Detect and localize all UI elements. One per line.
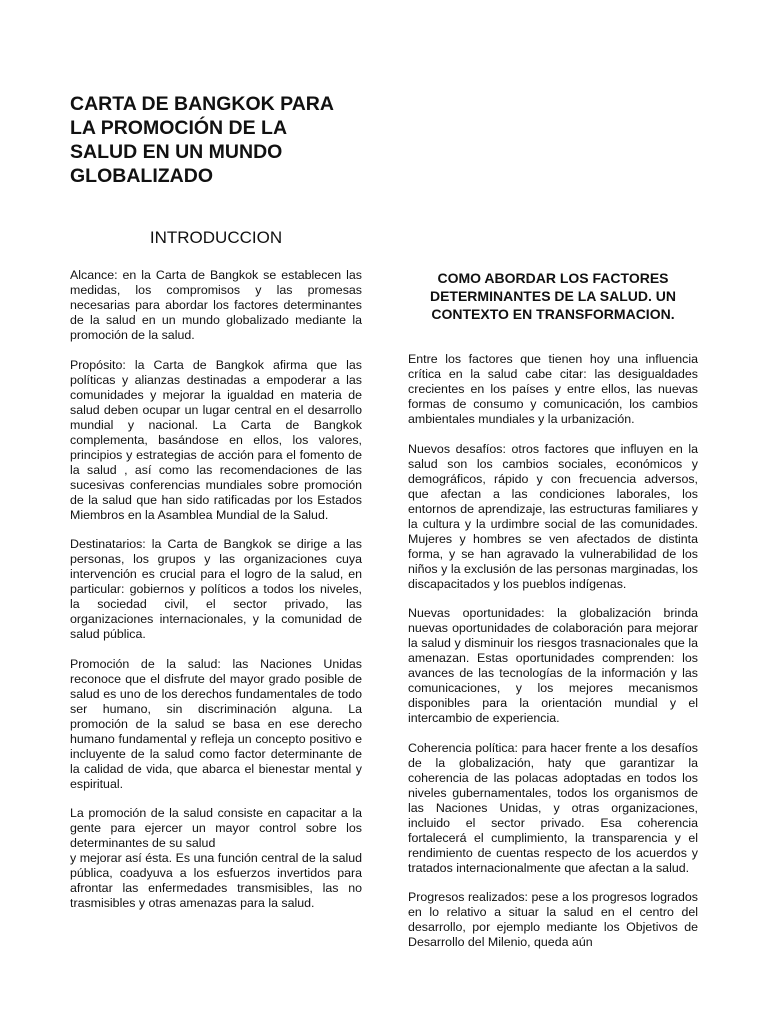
paragraph-destinatarios: Destinatarios: la Carta de Bangkok se dirige a las personas, los grupos y las organizaciones cuya intervención es crucial para el logro de la salud, en particular: gobiernos y políticos a todos los niveles, la sociedad civil, el sector privado, las organizaciones internacionales, y la comunidad de salud pública.	[70, 537, 362, 641]
paragraph-proposito: Propósito: la Carta de Bangkok afirma que las políticas y alianzas destinadas a empoderar a las comunidades y mejorar la igualdad en materia de salud deben ocupar un lugar central en el desarrollo mundial y nacional. La Carta de Bangkok complementa, basándose en ellos, los valores, principios y estrategias de acción para el fomento de la salud , así como las recomendaciones de las sucesivas conferencias mundiales sobre promoción de la salud que han sido ratificadas por los Estados Miembros en la Asamblea Mundial de la Salud.	[70, 357, 362, 522]
paragraph-nuevas-oportunidades: Nuevas oportunidades: la globalización brinda nuevas oportunidades de colaboración para mejorar la salud y disminuir los riesgos trasnacionales que la amenazan. Estas oportunidades comprenden: los avances de las tecnologías de la información y las comunicaciones, y los mejores mecanismos disponibles para la orientación mundial y el intercambio de experiencia.	[408, 606, 698, 725]
section-heading-factores: COMO ABORDAR LOS FACTORES DETERMINANTES DE LA SALUD. UN CONTEXTO EN TRANSFORMACION.	[429, 270, 677, 322]
introduction-heading: INTRODUCCION	[149, 228, 283, 247]
paragraph-coherencia-politica: Coherencia política: para hacer frente a los desafíos de la globalización, haty que garantizar la coherencia de las polacas adoptadas en todos los niveles gubernamentales, todos los organismos de las Naciones Unidas, y otras organizaciones, incluido el sector privado. Esa coherencia fortalecerá el cumplimiento, la transparencia y el rendimiento de cuentas respecto de los acuerdos y tratados internacionalmente que afectan a la salud.	[408, 740, 698, 875]
right-column	[408, 352, 698, 965]
left-column	[70, 268, 362, 926]
paragraph-alcance: Alcance: en la Carta de Bangkok se establecen las medidas, los compromisos y las promesas necesarias para abordar los factores determinantes de la salud en un mundo globalizado mediante la promoción de la salud.	[70, 268, 362, 342]
paragraph-factores: Entre los factores que tienen hoy una influencia crítica en la salud cabe citar: las desigualdades crecientes en los países y entre ellos, las nuevas formas de consumo y comunicación, los cambios ambientales mundiales y la urbanización.	[408, 352, 698, 426]
paragraph-nuevos-desafios: Nuevos desafíos: otros factores que influyen en la salud son los cambios sociales, económicos y demográficos, rápido y con frecuencia adversos, que afectan a las condiciones laborales, los entornos de aprendizaje, las estructuras familiares y la cultura y la urdimbre social de las comunidades. Mujeres y hombres se ven afectados de distinta forma, y se han agravado la vulnerabilidad de los niños y la exclusión de las personas marginadas, los discapacitados y los pueblos indígenas.	[408, 441, 698, 591]
paragraph-promocion: Promoción de la salud: las Naciones Unidas reconoce que el disfrute del mayor grado posible de salud es uno de los derechos fundamentales de todo ser humano, sin discriminación alguna. La promoción de la salud se basa en ese derecho humano fundamental y refleja un concepto positivo e incluyente de la salud como factor determinante de la calidad de vida, que abarca el bienestar mental y espiritual.	[70, 656, 362, 791]
paragraph-capacitar: La promoción de la salud consiste en capacitar a la gente para ejercer un mayor control sobre los determinantes de su salud y mejorar así ésta. Es una función central de la salud pública, coadyuva a los esfuerzos invertidos para afrontar las enfermedades transmisibles, las no trasmisibles y otras amenazas para la salud.	[70, 806, 362, 910]
document-title: CARTA DE BANGKOK PARA LA PROMOCIÓN DE LA SALUD EN UN MUNDO GLOBALIZADO	[70, 93, 334, 187]
paragraph-progresos: Progresos realizados: pese a los progresos logrados en lo relativo a situar la salud en el centro del desarrollo, por ejemplo mediante los Objetivos de Desarrollo del Milenio, queda aún	[408, 890, 698, 949]
